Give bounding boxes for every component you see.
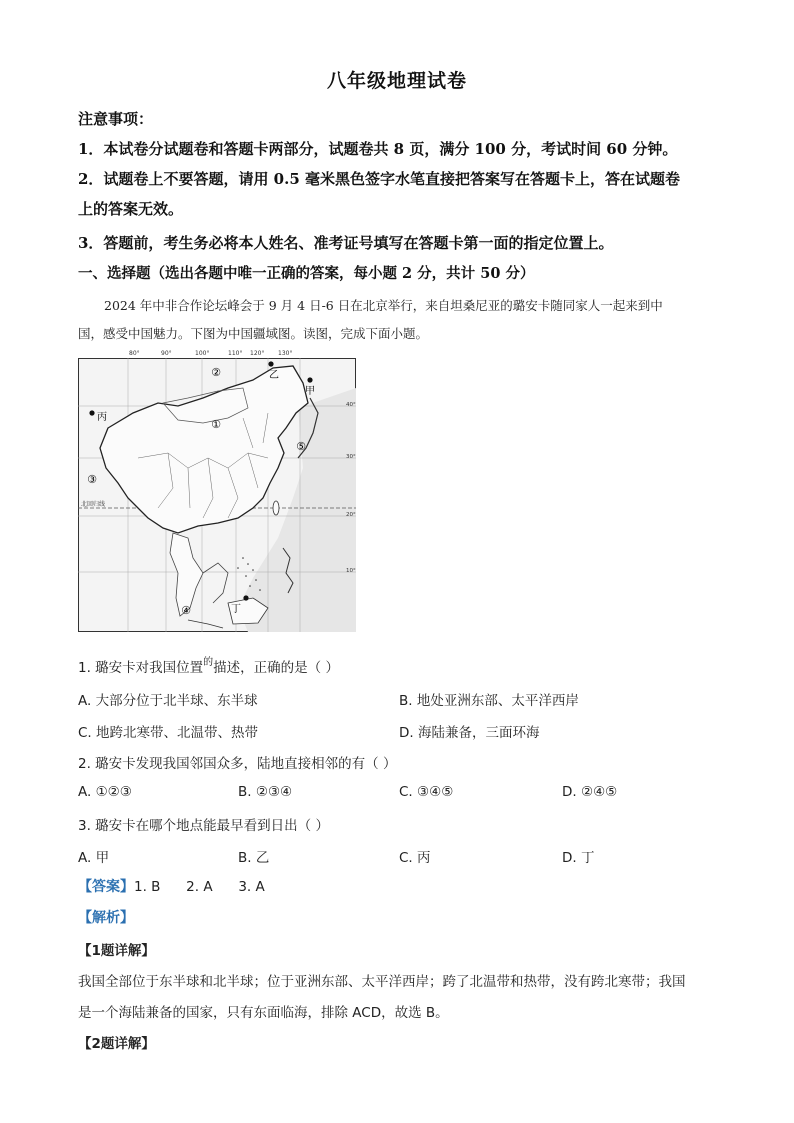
point-yi-dot xyxy=(268,361,273,366)
map-mark-ding: 丁 xyxy=(231,604,241,615)
map-mark-bing: 丙 xyxy=(97,412,107,423)
q2-option-b[interactable]: B. ②③④ xyxy=(238,784,293,800)
answer-line xyxy=(78,876,265,896)
q3-option-a[interactable]: A. 甲 xyxy=(78,850,110,866)
notice-heading: 注意事项： xyxy=(78,110,154,128)
page-title: 八年级地理试卷 xyxy=(326,70,467,92)
question-1-stem: 1. 璐安卡对我国位置$^的$描述，正确的是（ ） xyxy=(78,657,339,676)
lon-label-110: 110° xyxy=(228,350,243,357)
detail-1-line-2: 是一个海陆兼备的国家，只有东面临海，排除 ACD，故选 B。 xyxy=(78,1005,449,1021)
q1-option-b[interactable]: B. 地处亚洲东部、太平洋西岸 xyxy=(399,693,579,709)
section-heading: 一、选择题（选出各题中唯一正确的答案，每小题 2 分，共计 50 分） xyxy=(78,265,535,282)
map-mark-1: ① xyxy=(211,418,221,431)
lat-label-10: 10° xyxy=(346,568,356,574)
detail-2-heading: 【2题详解】 xyxy=(78,1036,155,1052)
answer-tag: 【答案】 xyxy=(78,879,134,895)
lat-label-40: 40° xyxy=(346,402,356,408)
q3-option-c[interactable]: C. 丙 xyxy=(399,850,431,866)
lon-label-100: 100° xyxy=(195,350,210,357)
notice-item-3: 3．答题前，考生务必将本人姓名、准考证号填写在答题卡第一面的指定位置上。 xyxy=(78,234,614,252)
lon-label-120: 120° xyxy=(250,350,265,357)
map-mark-2: ② xyxy=(211,366,221,379)
china-territory-map xyxy=(78,358,356,632)
lon-label-130: 130° xyxy=(278,350,293,357)
question-3-stem: 3. 璐安卡在哪个地点能最早看到日出（ ） xyxy=(78,818,329,834)
lon-label-80-top: 80° xyxy=(129,350,140,357)
detail-1-line-1: 我国全部位于东半球和北半球；位于亚洲东部、太平洋西岸；跨了北温带和热带，没有跨北寒带；我国 xyxy=(78,974,686,990)
map-mark-3: ③ xyxy=(87,473,97,486)
q1-option-a[interactable]: A. 大部分位于北半球、东半球 xyxy=(78,693,258,709)
question-2-stem: 2. 璐安卡发现我国邻国众多，陆地直接相邻的有（ ） xyxy=(78,756,397,772)
q2-option-d[interactable]: D. ②④⑤ xyxy=(562,784,618,800)
map-mark-yi: 乙 xyxy=(269,370,279,381)
passage-line-2: 国，感受中国魅力。下图为中国疆域图。读图，完成下面小题。 xyxy=(78,326,429,341)
lon-label-90: 90° xyxy=(161,350,172,357)
q2-option-a[interactable]: A. ①②③ xyxy=(78,784,132,800)
q1-option-c[interactable]: C. 地跨北寒带、北温带、热带 xyxy=(78,725,259,741)
tropic-label: 北回归线 xyxy=(81,501,106,508)
q1-option-d[interactable]: D. 海陆兼备，三面环海 xyxy=(399,725,540,741)
detail-1-heading: 【1题详解】 xyxy=(78,943,155,959)
point-jia-dot xyxy=(307,377,312,382)
map-mark-jia: 甲 xyxy=(305,386,315,397)
q3-option-d[interactable]: D. 丁 xyxy=(562,850,595,866)
answer-values: 1. B 2. A 3. A xyxy=(134,879,265,895)
notice-item-2-cont: 上的答案无效。 xyxy=(78,200,184,218)
map-mark-5: ⑤ xyxy=(296,440,306,453)
point-bing-dot xyxy=(89,410,94,415)
lat-label-30: 30° xyxy=(346,454,356,460)
notice-item-2: 2．试题卷上不要答题，请用 0.5 毫米黑色签字水笔直接把答案写在答题卡上，答在试题卷 xyxy=(78,170,680,188)
q3-option-b[interactable]: B. 乙 xyxy=(238,850,270,866)
passage-line-1: 2024 年中非合作论坛峰会于 9 月 4 日-6 日在北京举行，来自坦桑尼亚的璐安卡随同家人一起来到中 xyxy=(104,298,663,313)
q2-option-c[interactable]: C. ③④⑤ xyxy=(399,784,454,800)
map-mark-4: ④ xyxy=(181,604,191,617)
lat-label-20: 20° xyxy=(346,512,356,518)
point-ding-dot xyxy=(243,595,248,600)
notice-item-1: 1．本试卷分试题卷和答题卡两部分，试题卷共 8 页，满分 100 分，考试时间 60 分钟。 xyxy=(78,140,678,158)
lon-label-80 xyxy=(131,358,140,359)
analysis-heading: 【解析】 xyxy=(78,910,134,926)
